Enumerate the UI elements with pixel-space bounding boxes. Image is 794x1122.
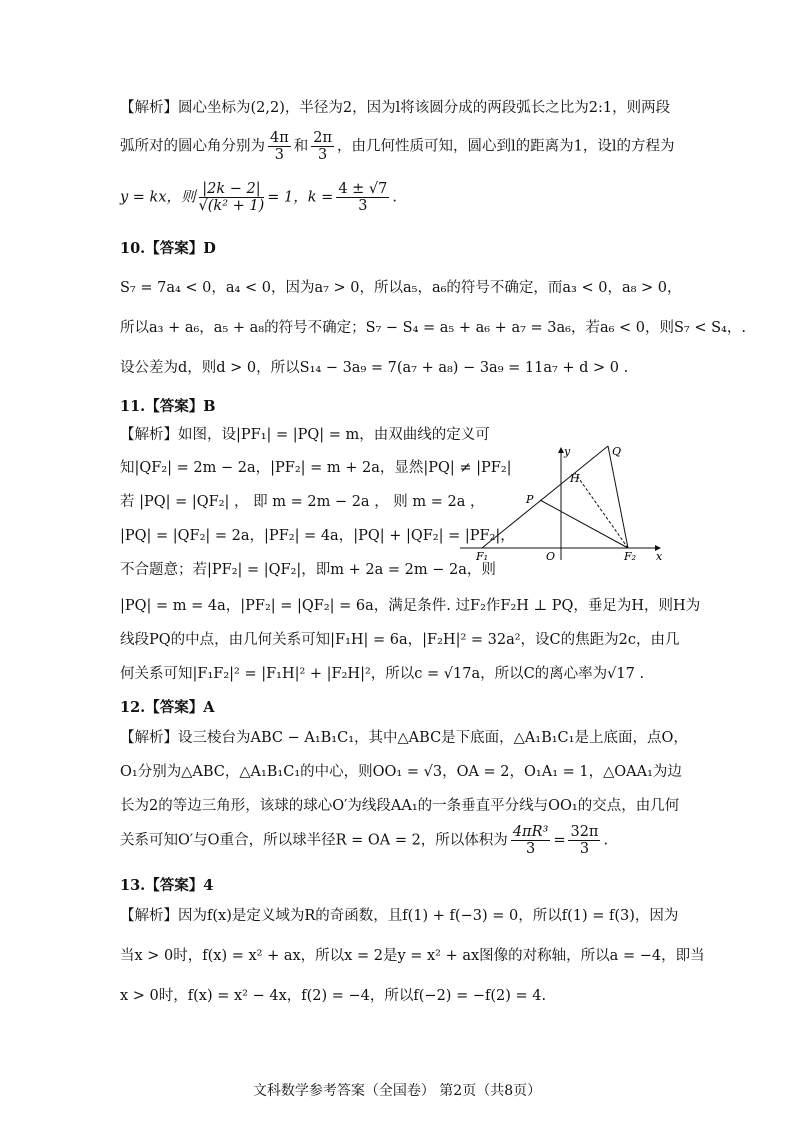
label-x: x — [656, 550, 663, 563]
line-q-f2 — [608, 446, 628, 548]
fraction-4pi-3: $\frac{4\pi}{3}$ — [270, 130, 289, 163]
fraction-volume: $\frac{\text{4πR³}}{3}$ — [512, 824, 549, 857]
line-f1-q — [482, 446, 608, 548]
q13-line-1: 【解析】因为f(x)是定义域为R的奇函数，且f(1) + f(−3) = 0，所以f(1) = f(3)，因为 — [120, 908, 679, 924]
q10-line-3: 设公差为d，则d > 0，所以S₁₄ − 3a₉ = 7(a₇ + a₈) − 3a₉ = 11a₇ + d > 0 . — [120, 360, 629, 376]
q13-line-2: 当x > 0时，f(x) = x² + ax，所以x = 2是y = x² + ax图像的对称轴，所以a = −4，即当 — [120, 948, 705, 964]
q12-heading: 12.【答案】A — [120, 699, 215, 716]
q10-line-2: 所以a₃ + a₆，a₅ + a₈的符号不确定；S₇ − S₄ = a₅ + a₆ + a₇ = 3a₆，若a₆ < 0，则S₇ < S₄，. — [120, 320, 746, 336]
label-f2: F₂ — [624, 550, 637, 563]
q10-heading: 10.【答案】D — [120, 240, 216, 257]
q11-line-8: 何关系可知|F₁F₂|² = |F₁H|² + |F₂H|²，所以c = √17a，所以C的离心率为√17 . — [120, 666, 645, 682]
q11-line-4: |PQ| = |QF₂| = 2a，|PF₂| = 4a，|PQ| + |QF₂| = |PF₂|， — [120, 528, 515, 544]
fraction-distance: $\frac{|2k - 2|}{\text{√(k² + 1)}}$ — [198, 181, 265, 214]
label-h: H — [570, 472, 580, 485]
q13-heading: 13.【答案】4 — [120, 877, 214, 894]
label-o: O — [546, 550, 556, 563]
fraction-32pi-3: $\frac{32\pi}{3}$ — [570, 824, 599, 857]
q9-line-2: 弧所对的圆心角分别为 $\frac{4\pi}{3}$ 和 $\frac{2\pi}{3}$ ，由几何性质可知，圆心到l的距离为1，设l的方程为 — [120, 130, 675, 163]
q9-line-3: y = kx，则 $\frac{|2k - 2|}{\text{√(k² + 1)}}$ = 1，k = $\frac{4 \pm √7}{3}$ . — [120, 181, 397, 214]
label-y: y — [564, 445, 571, 458]
q10-line-1: S₇ = 7a₄ < 0，a₄ < 0，因为a₇ > 0，所以a₅，a₆的符号不确定，而a₃ < 0，a₈ > 0， — [120, 280, 682, 296]
line-p-f2 — [540, 500, 628, 548]
fraction-2pi-3: $\frac{2\pi}{3}$ — [313, 130, 333, 163]
q12-line-4: 关系可知O′与O重合，所以球半径R = OA = 2，所以体积为 $\frac{\text{4πR³}}{3}$ = $\frac{32\pi}{3}$ . — [120, 824, 609, 857]
q11-line-5: 不合题意；若|PF₂| = |QF₂|，即m + 2a = 2m − 2a，则 — [120, 562, 496, 578]
q11-line-2: 知|QF₂| = 2m − 2a，|PF₂| = m + 2a，显然|PQ| ≠ |PF₂| — [120, 460, 512, 476]
q13-line-3: x > 0时，f(x) = x² − 4x，f(2) = −4，所以f(−2) = −f(2) = 4. — [120, 988, 547, 1004]
hyperbola-figure — [460, 440, 675, 565]
q11-line-1: 【解析】如图，设|PF₁| = |PQ| = m，由双曲线的定义可 — [120, 427, 490, 443]
q12-line-2: O₁分别为△ABC，△A₁B₁C₁的中心，则OO₁ = √3，OA = 2，O₁A₁ = 1，△OAA₁为边 — [120, 764, 682, 780]
q11-line-7: 线段PQ的中点，由几何关系可知|F₁H| = 6a，|F₂H|² = 32a²，设C的焦距为2c，由几 — [120, 632, 680, 648]
q11-line-3: 若 |PQ| = |QF₂| ， 即 m = 2m − 2a ， 则 m = 2a ， — [120, 494, 485, 510]
q11-line-6: |PQ| = m = 4a，|PF₂| = |QF₂| = 6a，满足条件. 过F₂作F₂H ⊥ PQ，垂足为H，则H为 — [120, 598, 701, 614]
q11-heading: 11.【答案】B — [120, 398, 216, 415]
label-q: Q — [612, 445, 622, 458]
line-f2-h — [575, 473, 628, 548]
q12-line-1: 【解析】设三棱台为ABC − A₁B₁C₁，其中△ABC是下底面，△A₁B₁C₁是上底面，点O， — [120, 730, 688, 746]
label-p: P — [526, 493, 534, 506]
q12-line-3: 长为2的等边三角形，该球的球心O′为线段AA₁的一条垂直平分线与OO₁的交点，由几何 — [120, 798, 680, 814]
label-f1: F₁ — [476, 550, 489, 563]
q9-line-1: 【解析】圆心坐标为(2,2)，半径为2，因为l将该圆分成的两段弧长之比为2:1，则两段 — [120, 100, 671, 116]
fraction-k-value: $\frac{4 \pm √7}{3}$ — [338, 181, 388, 214]
page-footer: 文科数学参考答案（全国卷） 第2页（共8页） — [252, 1083, 542, 1099]
